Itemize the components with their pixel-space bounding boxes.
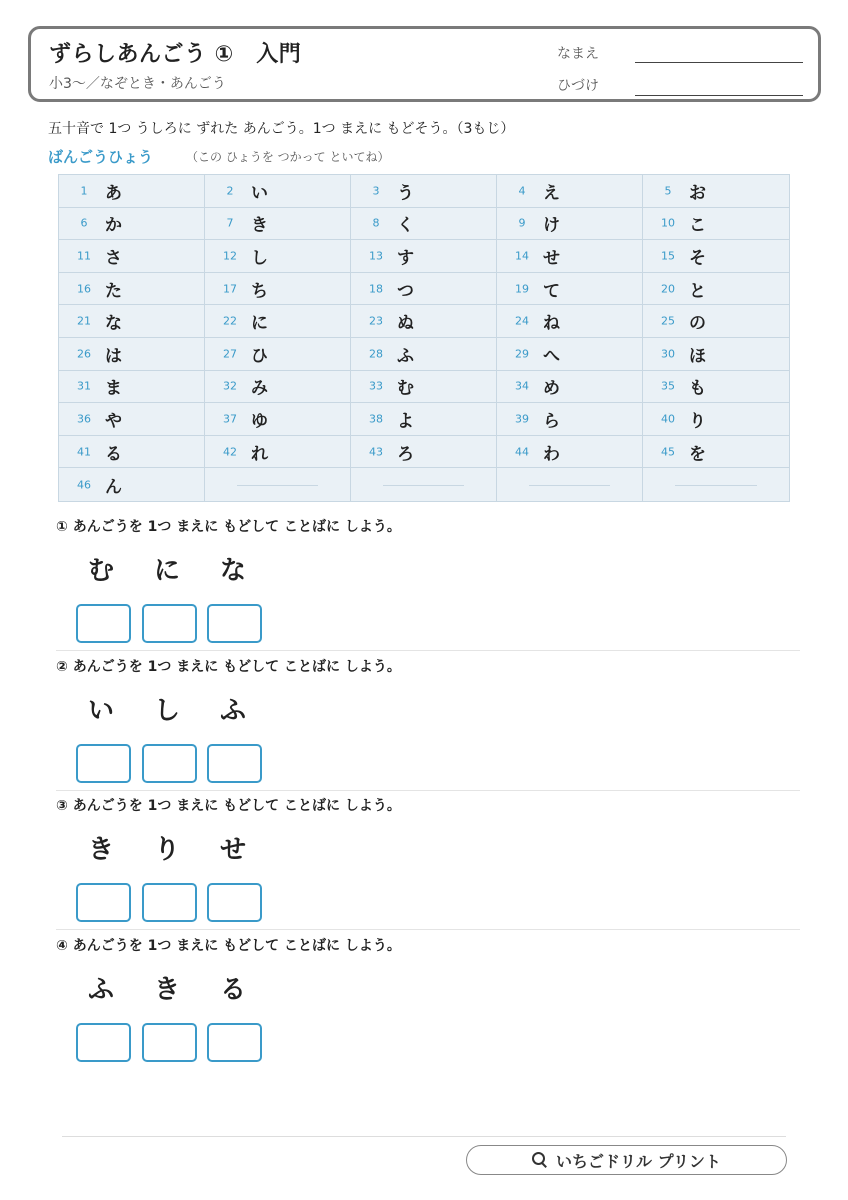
cell-kana: ろ bbox=[397, 444, 414, 465]
table-cell bbox=[643, 436, 789, 469]
cell-number: 23 bbox=[369, 314, 383, 328]
cell-kana: ん bbox=[105, 477, 122, 498]
cell-number: 30 bbox=[661, 347, 675, 361]
cell-kana: ほ bbox=[689, 346, 706, 367]
cell-kana: つ bbox=[397, 281, 414, 302]
date-line[interactable] bbox=[635, 95, 803, 96]
table-cell bbox=[497, 436, 643, 469]
table-cell bbox=[497, 338, 643, 371]
cell-kana: け bbox=[543, 215, 560, 236]
answer-box[interactable] bbox=[142, 1023, 197, 1062]
table-cell bbox=[351, 468, 497, 501]
cell-number: 29 bbox=[515, 347, 529, 361]
answer-box[interactable] bbox=[207, 744, 262, 783]
table-cell bbox=[497, 240, 643, 273]
cipher-kana: り bbox=[154, 835, 181, 865]
table-cell bbox=[59, 468, 205, 501]
cipher-kana: ふ bbox=[220, 696, 247, 726]
cell-kana: ふ bbox=[397, 346, 414, 367]
cipher-kana: せ bbox=[220, 835, 247, 865]
cell-kana: せ bbox=[543, 248, 560, 269]
cipher-kana: に bbox=[154, 556, 181, 586]
empty-cell-line bbox=[529, 485, 610, 486]
table-cell bbox=[497, 208, 643, 241]
cell-kana: わ bbox=[543, 444, 560, 465]
cell-kana: よ bbox=[397, 411, 414, 432]
table-cell bbox=[643, 240, 789, 273]
cell-number: 45 bbox=[661, 445, 675, 459]
cell-kana: お bbox=[689, 183, 706, 204]
cell-kana: う bbox=[397, 183, 414, 204]
question-1 bbox=[56, 516, 800, 656]
worksheet-header bbox=[28, 26, 821, 102]
table-cell bbox=[59, 240, 205, 273]
cell-number: 38 bbox=[369, 412, 383, 426]
table-cell bbox=[497, 305, 643, 338]
table-cell bbox=[351, 175, 497, 208]
table-cell bbox=[643, 208, 789, 241]
cell-number: 46 bbox=[77, 478, 91, 492]
cipher-kana: い bbox=[88, 696, 115, 726]
name-label: なまえ bbox=[557, 46, 599, 62]
cell-number: 1 bbox=[80, 184, 88, 198]
cell-number: 20 bbox=[661, 282, 675, 296]
cipher-kana: ふ bbox=[88, 975, 115, 1005]
cell-number: 28 bbox=[369, 347, 383, 361]
brand-badge[interactable] bbox=[466, 1145, 787, 1175]
cell-kana: れ bbox=[251, 444, 268, 465]
cipher-kana: き bbox=[88, 835, 115, 865]
cell-number: 25 bbox=[661, 314, 675, 328]
answer-box[interactable] bbox=[142, 744, 197, 783]
cell-number: 22 bbox=[223, 314, 237, 328]
answer-box[interactable] bbox=[76, 744, 131, 783]
cell-kana: す bbox=[397, 248, 414, 269]
cell-kana: そ bbox=[689, 248, 706, 269]
question-divider bbox=[56, 929, 800, 930]
cell-number: 16 bbox=[77, 282, 91, 296]
answer-box[interactable] bbox=[207, 604, 262, 643]
table-cell bbox=[643, 305, 789, 338]
table-cell bbox=[351, 436, 497, 469]
table-cell bbox=[205, 468, 351, 501]
cell-kana: ち bbox=[251, 281, 268, 302]
question-4 bbox=[56, 935, 800, 1075]
brand-label: いちごドリル プリント bbox=[556, 1151, 721, 1171]
cell-kana: た bbox=[105, 281, 122, 302]
cell-kana: し bbox=[251, 248, 268, 269]
cell-kana: か bbox=[105, 215, 122, 236]
cipher-kana: し bbox=[154, 696, 181, 726]
cell-number: 3 bbox=[372, 184, 380, 198]
cipher-kana: む bbox=[88, 556, 115, 586]
cell-kana: を bbox=[689, 444, 706, 465]
worksheet-subtitle: 小3〜／なぞとき・あんごう bbox=[49, 76, 226, 92]
cell-kana: へ bbox=[543, 346, 560, 367]
cell-number: 24 bbox=[515, 314, 529, 328]
table-cell bbox=[643, 175, 789, 208]
answer-box[interactable] bbox=[76, 1023, 131, 1062]
cell-number: 10 bbox=[661, 216, 675, 230]
table-cell bbox=[497, 468, 643, 501]
answer-box[interactable] bbox=[76, 604, 131, 643]
table-heading: ばんごうひょう bbox=[48, 148, 154, 166]
cell-number: 15 bbox=[661, 249, 675, 263]
cipher-kana: な bbox=[220, 556, 247, 586]
kana-number-table bbox=[58, 174, 790, 502]
cell-kana: り bbox=[689, 411, 706, 432]
table-cell bbox=[205, 240, 351, 273]
cell-kana: ぬ bbox=[397, 313, 414, 334]
table-cell bbox=[205, 371, 351, 404]
cell-number: 32 bbox=[223, 379, 237, 393]
table-cell bbox=[351, 273, 497, 306]
cell-kana: ひ bbox=[251, 346, 268, 367]
cell-kana: ね bbox=[543, 313, 560, 334]
cell-number: 31 bbox=[77, 379, 91, 393]
worksheet-title: ずらしあんごう ① 入門 bbox=[49, 42, 302, 67]
cell-number: 14 bbox=[515, 249, 529, 263]
cell-kana: は bbox=[105, 346, 122, 367]
table-cell bbox=[59, 371, 205, 404]
cell-number: 5 bbox=[664, 184, 672, 198]
table-cell bbox=[205, 208, 351, 241]
cell-kana: と bbox=[689, 281, 706, 302]
question-2 bbox=[56, 656, 800, 796]
cell-number: 21 bbox=[77, 314, 91, 328]
cell-number: 39 bbox=[515, 412, 529, 426]
cell-number: 36 bbox=[77, 412, 91, 426]
cell-number: 18 bbox=[369, 282, 383, 296]
table-cell bbox=[497, 175, 643, 208]
search-icon bbox=[532, 1152, 548, 1168]
table-cell bbox=[497, 403, 643, 436]
cell-number: 17 bbox=[223, 282, 237, 296]
question-prompt: ④ あんごうを 1つ まえに もどして ことばに しよう。 bbox=[56, 938, 401, 954]
name-line[interactable] bbox=[635, 62, 803, 63]
cell-kana: さ bbox=[105, 248, 122, 269]
cell-kana: ま bbox=[105, 378, 122, 399]
cipher-kana: き bbox=[154, 975, 181, 1005]
table-cell bbox=[205, 175, 351, 208]
question-divider bbox=[56, 790, 800, 791]
table-cell bbox=[59, 436, 205, 469]
empty-cell-line bbox=[675, 485, 757, 486]
footer-divider bbox=[62, 1136, 786, 1137]
cell-number: 26 bbox=[77, 347, 91, 361]
answer-box[interactable] bbox=[207, 1023, 262, 1062]
question-3 bbox=[56, 795, 800, 935]
cell-number: 34 bbox=[515, 379, 529, 393]
table-cell bbox=[497, 371, 643, 404]
table-cell bbox=[643, 371, 789, 404]
instruction-text: 五十音で 1つ うしろに ずれた あんごう。1つ まえに もどそう。（3もじ） bbox=[48, 121, 515, 137]
table-cell bbox=[351, 371, 497, 404]
table-cell bbox=[59, 338, 205, 371]
table-cell bbox=[205, 273, 351, 306]
date-label: ひづけ bbox=[557, 78, 599, 94]
question-prompt: ① あんごうを 1つ まえに もどして ことばに しよう。 bbox=[56, 519, 401, 535]
cell-number: 35 bbox=[661, 379, 675, 393]
cell-kana: の bbox=[689, 313, 706, 334]
cell-number: 27 bbox=[223, 347, 237, 361]
answer-box[interactable] bbox=[76, 883, 131, 922]
cell-kana: ゆ bbox=[251, 411, 268, 432]
cell-kana: あ bbox=[105, 183, 122, 204]
cell-kana: や bbox=[105, 411, 122, 432]
cell-kana: む bbox=[397, 378, 414, 399]
cell-number: 44 bbox=[515, 445, 529, 459]
table-cell bbox=[59, 175, 205, 208]
table-cell bbox=[205, 436, 351, 469]
table-cell bbox=[205, 403, 351, 436]
table-cell bbox=[351, 338, 497, 371]
table-cell bbox=[351, 403, 497, 436]
question-divider bbox=[56, 650, 800, 651]
cell-number: 41 bbox=[77, 445, 91, 459]
table-cell bbox=[643, 403, 789, 436]
cell-number: 19 bbox=[515, 282, 529, 296]
table-note: （この ひょうを つかって といてね） bbox=[186, 150, 390, 164]
cell-kana: い bbox=[251, 183, 268, 204]
cell-number: 37 bbox=[223, 412, 237, 426]
table-cell bbox=[59, 273, 205, 306]
cell-kana: る bbox=[105, 444, 122, 465]
table-cell bbox=[205, 305, 351, 338]
cell-number: 40 bbox=[661, 412, 675, 426]
cell-kana: め bbox=[543, 378, 560, 399]
cell-number: 6 bbox=[80, 216, 88, 230]
table-cell bbox=[59, 305, 205, 338]
cell-kana: こ bbox=[689, 215, 706, 236]
cell-kana: て bbox=[543, 281, 560, 302]
table-cell bbox=[59, 403, 205, 436]
cell-number: 42 bbox=[223, 445, 237, 459]
cell-kana: き bbox=[251, 215, 268, 236]
table-cell bbox=[643, 338, 789, 371]
cell-number: 7 bbox=[226, 216, 234, 230]
table-cell bbox=[643, 273, 789, 306]
cell-number: 2 bbox=[226, 184, 234, 198]
table-cell bbox=[351, 240, 497, 273]
cell-number: 9 bbox=[518, 216, 526, 230]
cell-number: 33 bbox=[369, 379, 383, 393]
table-cell bbox=[643, 468, 789, 501]
cell-number: 8 bbox=[372, 216, 380, 230]
cell-kana: も bbox=[689, 378, 706, 399]
cell-kana: な bbox=[105, 313, 122, 334]
table-cell bbox=[497, 273, 643, 306]
cipher-kana: る bbox=[220, 975, 247, 1005]
cell-kana: に bbox=[251, 313, 268, 334]
empty-cell-line bbox=[383, 485, 464, 486]
cell-number: 4 bbox=[518, 184, 526, 198]
question-prompt: ③ あんごうを 1つ まえに もどして ことばに しよう。 bbox=[56, 798, 401, 814]
answer-box[interactable] bbox=[142, 604, 197, 643]
table-cell bbox=[351, 208, 497, 241]
cell-number: 43 bbox=[369, 445, 383, 459]
cell-number: 11 bbox=[77, 249, 91, 263]
empty-cell-line bbox=[237, 485, 318, 486]
answer-box[interactable] bbox=[207, 883, 262, 922]
table-cell bbox=[351, 305, 497, 338]
answer-box[interactable] bbox=[142, 883, 197, 922]
cell-kana: み bbox=[251, 378, 268, 399]
cell-kana: ら bbox=[543, 411, 560, 432]
cell-number: 12 bbox=[223, 249, 237, 263]
cell-kana: え bbox=[543, 183, 560, 204]
cell-kana: く bbox=[397, 215, 414, 236]
question-prompt: ② あんごうを 1つ まえに もどして ことばに しよう。 bbox=[56, 659, 401, 675]
cell-number: 13 bbox=[369, 249, 383, 263]
table-cell bbox=[59, 208, 205, 241]
table-cell bbox=[205, 338, 351, 371]
